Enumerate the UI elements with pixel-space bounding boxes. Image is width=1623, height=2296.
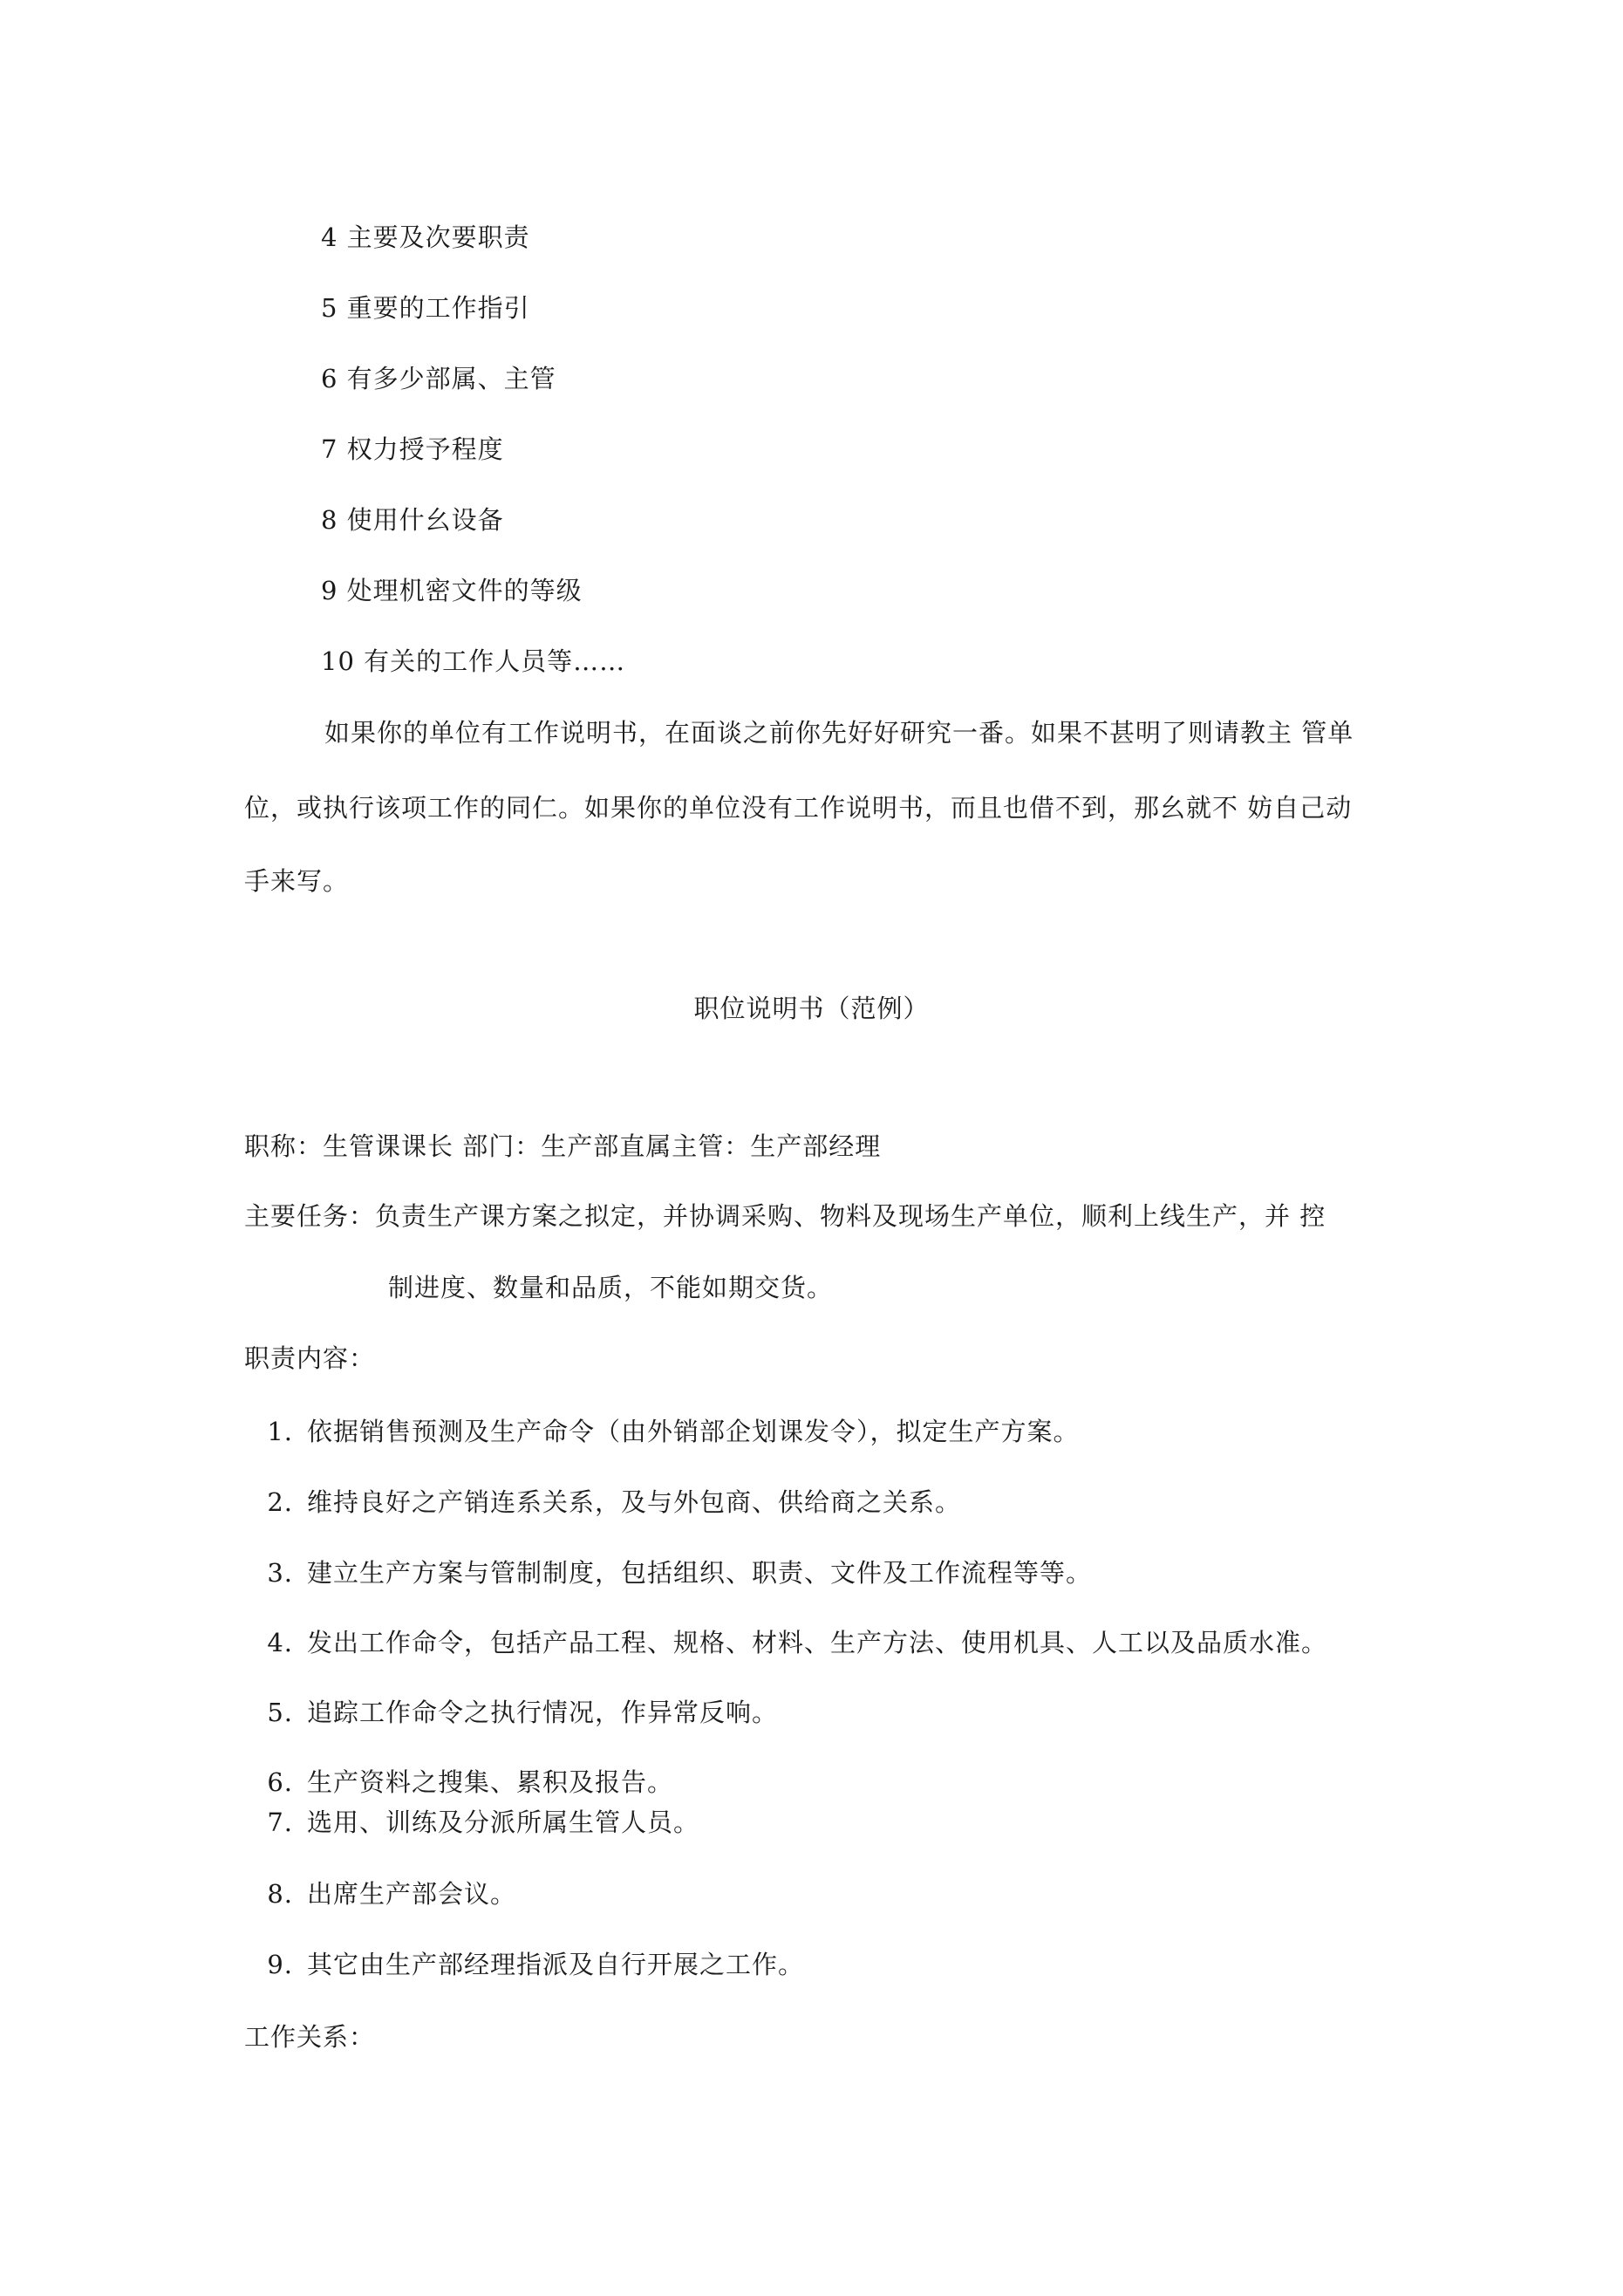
intro-list-item: 8 使用什幺设备 xyxy=(321,505,504,535)
duty-number: 8. xyxy=(267,1879,293,1909)
duty-text: 选用、训练及分派所属生管人员。 xyxy=(307,1807,700,1837)
relations-heading: 工作关系： xyxy=(244,2022,376,2052)
intro-list-item: 6 有多少部属、主管 xyxy=(321,364,556,393)
duty-number: 7. xyxy=(267,1807,293,1837)
paragraph-line: 如果你的单位有工作说明书，在面谈之前你先好好研究一番。如果不甚明了则请教主 管单 xyxy=(324,718,1354,748)
duty-text: 生产资料之搜集、累积及报告。 xyxy=(307,1767,674,1797)
duty-number: 6. xyxy=(267,1767,293,1797)
intro-list-item: 10 有关的工作人员等…… xyxy=(321,646,626,676)
intro-list-item: 7 权力授予程度 xyxy=(321,434,504,464)
duty-item xyxy=(258,1487,962,1517)
intro-list-item: 5 重要的工作指引 xyxy=(321,293,530,323)
paragraph-line: 位，或执行该项工作的同仁。如果你的单位没有工作说明书，而且也借不到，那幺就不 妨自己动 xyxy=(244,793,1353,823)
duty-text: 维持良好之产销连系关系，及与外包商、供给商之关系。 xyxy=(307,1487,962,1517)
duty-text: 发出工作命令，包括产品工程、规格、材料、生产方法、使用机具、人工以及品质水准。 xyxy=(307,1628,1328,1657)
job-title-line: 职称：生管课课长 部门：生产部直属主管：生产部经理 xyxy=(244,1131,882,1161)
duty-text: 追踪工作命令之执行情况，作异常反响。 xyxy=(307,1698,779,1727)
sample-title: 职位说明书（范例） xyxy=(693,994,930,1023)
duty-item xyxy=(258,1807,700,1837)
duty-item xyxy=(258,1952,804,1978)
duty-text: 依据销售预测及生产命令（由外销部企划课发令），拟定生产方案。 xyxy=(307,1417,1080,1446)
duty-item xyxy=(258,1879,517,1909)
duty-item xyxy=(258,1558,1093,1588)
duty-text: 建立生产方案与管制制度，包括组织、职责、文件及工作流程等等。 xyxy=(307,1558,1093,1588)
duty-text: 其它由生产部经理指派及自行开展之工作。 xyxy=(307,1950,805,1979)
main-task-line: 主要任务：负责生产课方案之拟定，并协调采购、物料及现场生产单位，顺利上线生产，并 控 xyxy=(244,1201,1326,1231)
duty-number: 3. xyxy=(267,1558,293,1588)
duty-number: 1. xyxy=(267,1417,293,1446)
duty-number: 2. xyxy=(267,1487,293,1517)
paragraph-line: 手来写。 xyxy=(244,866,350,896)
duty-item xyxy=(258,1630,1327,1656)
main-task-line: 制进度、数量和品质，不能如期交货。 xyxy=(388,1273,834,1302)
duties-heading: 职责内容： xyxy=(244,1343,376,1373)
duty-number: 4. xyxy=(267,1628,293,1657)
duty-item xyxy=(258,1767,674,1797)
duty-item xyxy=(258,1700,778,1725)
duty-number: 5. xyxy=(267,1698,293,1727)
intro-list-item: 4 主要及次要职责 xyxy=(321,222,530,252)
intro-list-item: 9 处理机密文件的等级 xyxy=(321,576,583,605)
duty-number: 9. xyxy=(267,1950,293,1979)
duty-item xyxy=(258,1419,1080,1445)
duty-text: 出席生产部会议。 xyxy=(307,1879,517,1909)
